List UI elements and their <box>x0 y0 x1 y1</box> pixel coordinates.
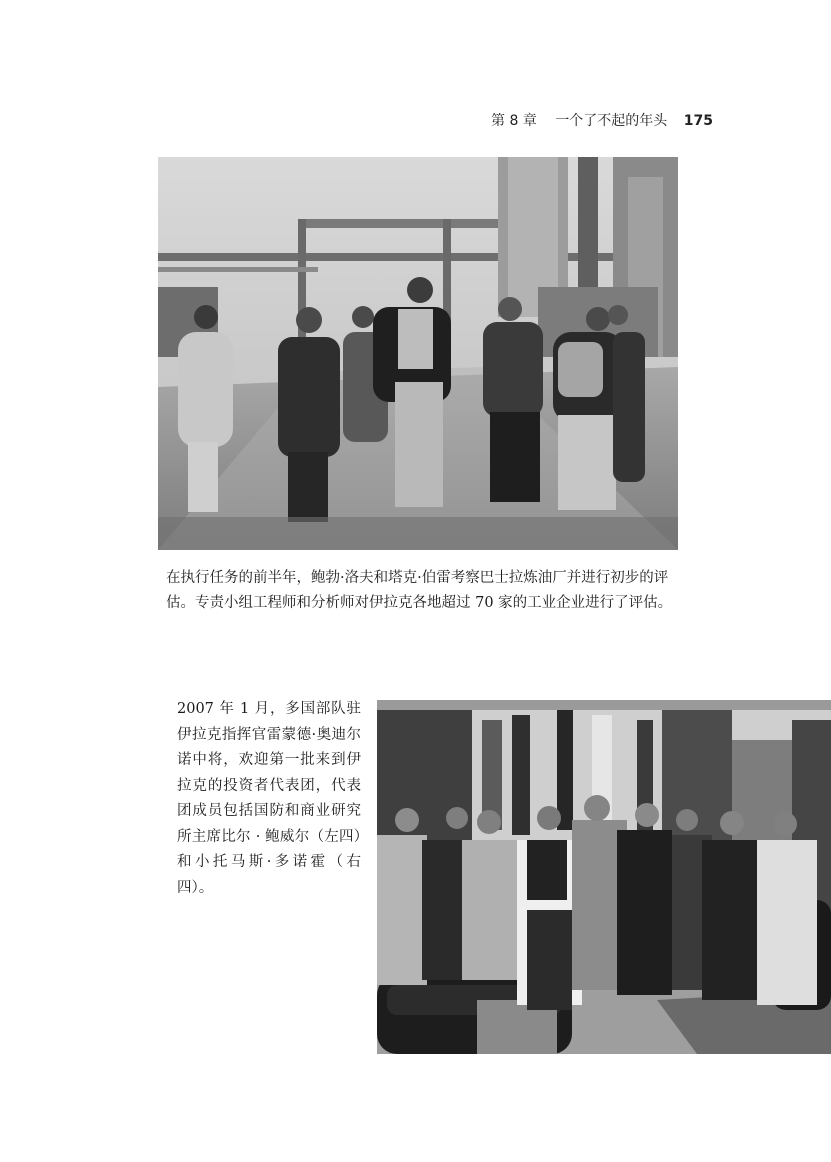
refinery-photo <box>158 157 678 550</box>
delegation-photo-illustration <box>377 700 831 1054</box>
delegation-photo-caption: 2007 年 1 月，多国部队驻伊拉克指挥官雷蒙德·奥迪尔诺中将，欢迎第一批来到伊拉克的投资者代表团，代表团成员包括国防和商业研究所主席比尔 · 鲍威尔（左四）和小托马斯·多诺霍（右四）。 <box>177 701 361 896</box>
refinery-photo-illustration <box>158 157 678 550</box>
refinery-photo-caption: 在执行任务的前半年，鲍勃·洛夫和塔克·伯雷考察巴士拉炼油厂并进行初步的评估。专责小组工程师和分析师对伊拉克各地超过 70 家的工业企业进行了评估。 <box>166 570 673 611</box>
delegation-photo <box>377 700 831 1054</box>
chapter-number: 第 8 章 <box>491 113 537 129</box>
page-number: 175 <box>683 113 713 129</box>
chapter-title: 一个了不起的年头 <box>555 113 668 129</box>
running-header <box>477 110 713 130</box>
